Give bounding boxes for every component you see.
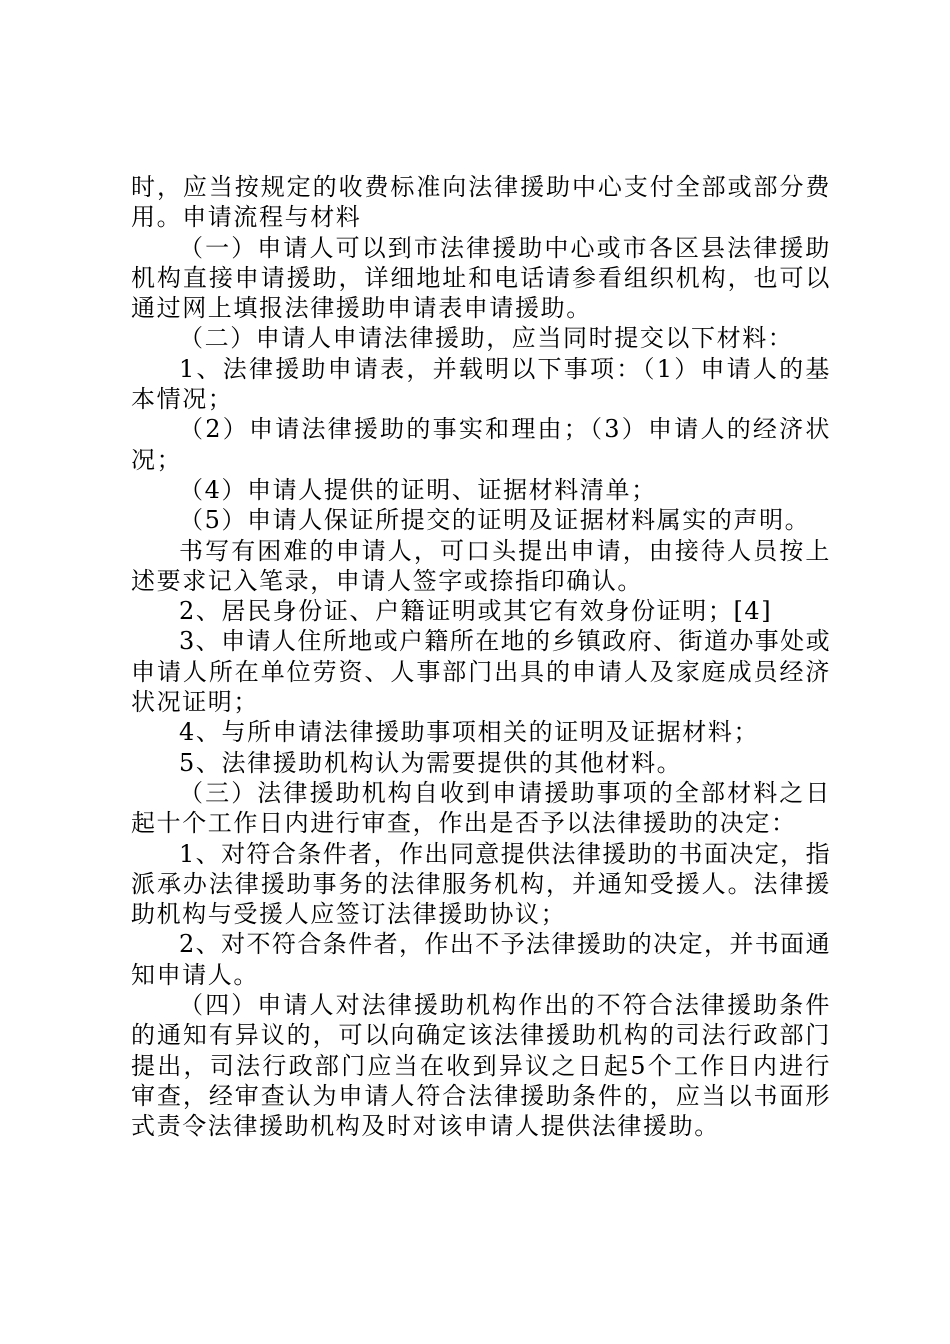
text-line: 知申请人。 [131,960,259,989]
text-line: 时，应当按规定的收费标准向法律援助中心支付全部或部分费 [131,173,831,201]
text-line: （四）申请人对法律援助机构作出的不符合法律援助条件 [179,991,831,1020]
text-line: 式责令法律援助机构及时对该申请人提供法律援助。 [131,1112,720,1141]
document-body [131,172,831,1142]
text-line: 起十个工作日内进行审查，作出是否予以法律援助的决定： [131,809,797,838]
text-line: 派承办法律援助事务的法律服务机构，并通知受援人。法律援 [131,869,831,898]
text-line: 4、与所申请法律援助事项相关的证明及证据材料； [179,718,760,747]
text-line: 3、申请人住所地或户籍所在地的乡镇政府、街道办事处或 [179,627,831,656]
text-line: 本情况； [131,385,234,414]
text-line: 用。申请流程与材料 [131,203,362,232]
text-line: 申请人所在单位劳资、人事部门出具的申请人及家庭成员经济 [131,657,831,686]
text-line: 书写有困难的申请人，可口头提出申请，由接待人员按上 [179,536,831,565]
text-line: 5、法律援助机构认为需要提供的其他材料。 [179,748,683,777]
text-line: 助机构与受援人应签订法律援助协议； [131,900,567,929]
text-line: 2、居民身份证、户籍证明或其它有效身份证明；[4] [179,597,773,626]
text-line: 况； [131,445,183,474]
text-line: （三）法律援助机构自收到申请援助事项的全部材料之日 [179,778,831,807]
text-line: 1、对符合条件者，作出同意提供法律援助的书面决定，指 [179,839,831,868]
text-line: （二）申请人申请法律援助，应当同时提交以下材料： [179,324,794,353]
text-line: 述要求记入笔录，申请人签字或捺指印确认。 [131,566,643,595]
text-line: 状况证明； [131,688,259,717]
text-line: 1、法律援助申请表，并载明以下事项：（1）申请人的基 [179,354,831,383]
text-line: 提出，司法行政部门应当在收到异议之日起5个工作日内进行 [131,1051,831,1080]
text-line: 通过网上填报法律援助申请表申请援助。 [131,294,592,323]
text-line: （4）申请人提供的证明、证据材料清单； [179,475,657,504]
text-line: （5）申请人保证所提交的证明及证据材料属实的声明。 [179,506,811,535]
text-line: 机构直接申请援助，详细地址和电话请参看组织机构，也可以 [131,263,831,292]
text-line: 2、对不符合条件者，作出不予法律援助的决定，并书面通 [179,930,831,959]
text-line: （2）申请法律援助的事实和理由；（3）申请人的经济状 [179,415,831,444]
text-line: 的通知有异议的，可以向确定该法律援助机构的司法行政部门 [131,1021,831,1050]
text-line: 审查，经审查认为申请人符合法律援助条件的，应当以书面形 [131,1081,831,1110]
text-line: （一）申请人可以到市法律援助中心或市各区县法律援助 [179,233,831,262]
